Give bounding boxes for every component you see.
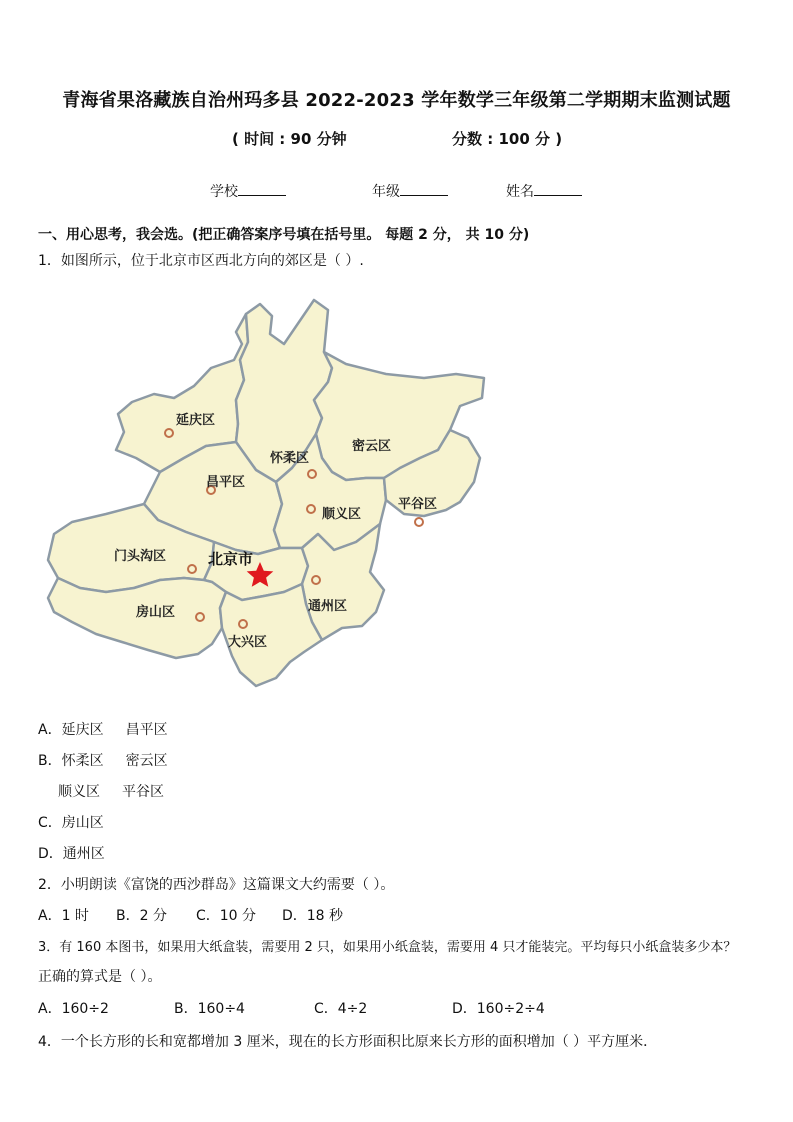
- q3-option-d[interactable]: D．160÷2÷4: [452, 1001, 545, 1017]
- q1-option-b-text: B．怀柔区: [38, 753, 104, 769]
- exam-score: 分数 : 100 分 ): [452, 130, 563, 148]
- label-fangshan: 房山区: [136, 605, 176, 620]
- name-blank[interactable]: [534, 181, 582, 196]
- beijing-district-map: [36, 282, 506, 700]
- question-3: 3．有 160 本图书，如果用大纸盒装，需要用 2 只，如果用小纸盒装，需要用 4 只才能装完。平均每只小纸盒装多少本？: [38, 940, 737, 955]
- school-label: 学校: [210, 184, 238, 200]
- q1-option-a-text-2: 昌平区: [125, 722, 168, 738]
- q2-option-a[interactable]: A．1 时: [38, 908, 89, 924]
- q1-option-b-text-3: 顺义区: [58, 784, 100, 800]
- q3-option-a[interactable]: A．160÷2: [38, 1001, 109, 1017]
- label-changping: 昌平区: [206, 475, 246, 490]
- question-3-line2: 正确的算式是（ ）。: [38, 969, 162, 985]
- q1-option-b-cont[interactable]: [58, 781, 164, 801]
- exam-time: ( 时间 : 90 分钟: [232, 130, 347, 148]
- q1-option-a-text: A．延庆区: [38, 722, 104, 738]
- page-title: 青海省果洛藏族自治州玛多县 2022-2023 学年数学三年级第二学期期末监测试题: [62, 90, 731, 111]
- q1-option-b[interactable]: [38, 750, 168, 770]
- question-2: 2．小明朗读《富饶的西沙群岛》这篇课文大约需要（ ）。: [38, 877, 395, 893]
- label-yanqing: 延庆区: [176, 413, 216, 428]
- q2-option-c[interactable]: C．10 分: [196, 908, 257, 924]
- label-miyun: 密云区: [352, 439, 392, 454]
- name-field[interactable]: [506, 181, 582, 201]
- label-beijing-city: 北京市: [208, 550, 254, 568]
- label-shunyi: 顺义区: [322, 507, 362, 522]
- q2-option-b[interactable]: B．2 分: [116, 908, 167, 924]
- school-blank[interactable]: [238, 181, 286, 196]
- q1-option-b-text-4: 平谷区: [122, 784, 164, 800]
- label-pinggu: 平谷区: [398, 497, 438, 512]
- label-huairou: 怀柔区: [270, 451, 310, 466]
- grade-label: 年级: [372, 184, 400, 200]
- grade-field[interactable]: [372, 181, 448, 201]
- label-mentougou: 门头沟区: [114, 549, 167, 564]
- question-1: 1．如图所示，位于北京市区西北方向的郊区是（ ）.: [38, 253, 364, 269]
- grade-blank[interactable]: [400, 181, 448, 196]
- q1-option-b-text-2: 密云区: [125, 753, 168, 769]
- label-tongzhou: 通州区: [308, 599, 348, 614]
- marker-pinggu: [415, 518, 423, 526]
- q1-option-a[interactable]: [38, 719, 168, 739]
- question-4: 4．一个长方形的长和宽都增加 3 厘米，现在的长方形面积比原来长方形的面积增加（ ）平方厘米．: [38, 1034, 658, 1050]
- q1-option-c[interactable]: C．房山区: [38, 815, 104, 831]
- name-label: 姓名: [506, 184, 534, 200]
- school-field[interactable]: [210, 181, 286, 201]
- label-daxing: 大兴区: [228, 635, 268, 650]
- q3-option-c[interactable]: C．4÷2: [314, 1001, 368, 1017]
- q1-option-d[interactable]: D．通州区: [38, 846, 105, 862]
- q2-option-d[interactable]: D．18 秒: [282, 908, 344, 924]
- q3-option-b[interactable]: B．160÷4: [174, 1001, 245, 1017]
- section-heading: 一、用心思考，我会选。(把正确答案序号填在括号里。 每题 2 分， 共 10 分): [38, 227, 530, 243]
